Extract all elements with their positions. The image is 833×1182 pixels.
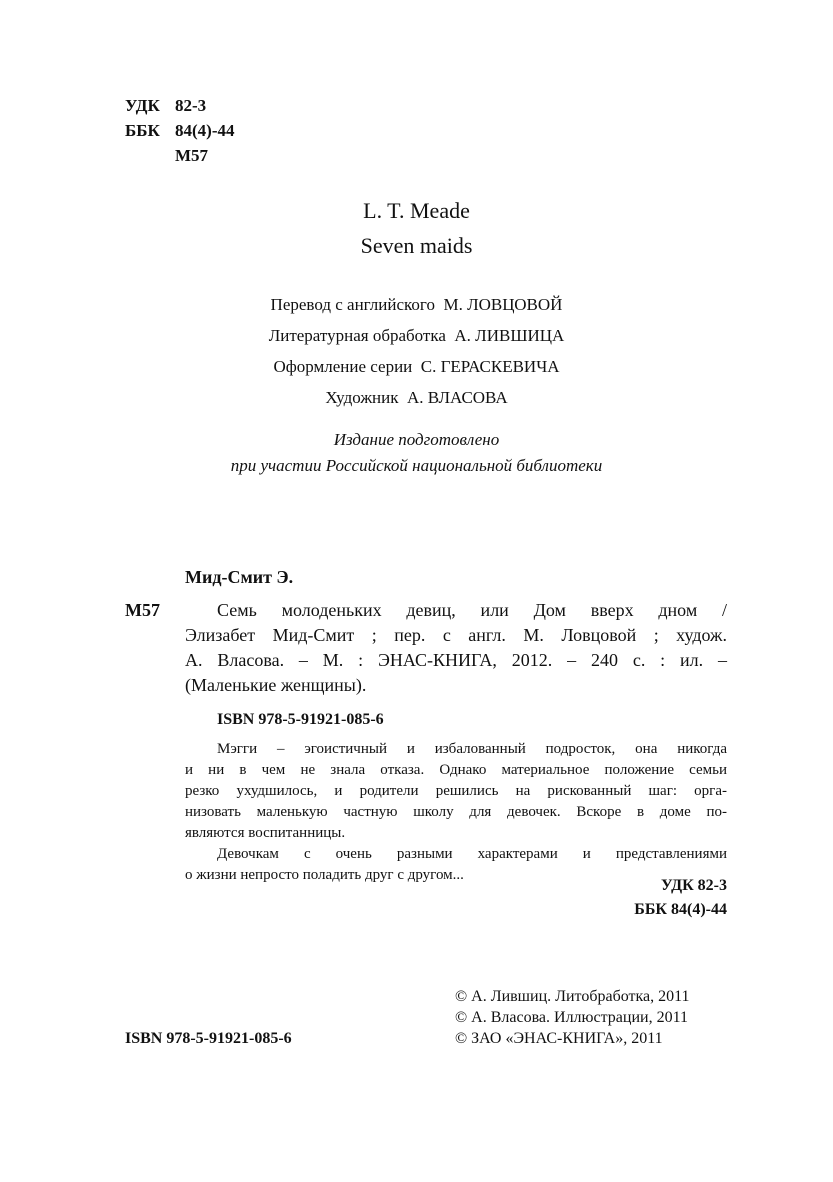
- annotation-line-3: резко ухудшилось, и родители решились на рискованный шаг: орга-: [185, 783, 727, 799]
- bbk-label: ББК: [125, 121, 160, 140]
- annotation-line-1: Мэгги – эгоистичный и избалованный подросток, она никогда: [217, 741, 727, 757]
- record-isbn: ISBN 978-5-91921-085-6: [217, 711, 384, 728]
- credit-adaptation: Литературная обработка А. ЛИВШИЦА: [268, 326, 565, 345]
- record-line-4: (Маленькие женщины).: [185, 675, 367, 695]
- udk-value: 82-3: [175, 96, 207, 115]
- bbk-value: 84(4)-44: [175, 121, 235, 140]
- edition-note-line-1: Издание подготовлено: [333, 430, 500, 449]
- annotation-line-4: низовать маленькую частную школу для девочек. Вскоре в доме по-: [185, 804, 727, 820]
- credit-illustrator: Художник А. ВЛАСОВА: [325, 388, 508, 407]
- author-sign: М57: [175, 146, 209, 165]
- annotation-line-5: являются воспитанницы.: [185, 825, 346, 841]
- credit-translation: Перевод с английского М. ЛОВЦОВОЙ: [270, 295, 563, 314]
- original-author: L. T. Meade: [363, 198, 470, 223]
- udk-code-right: УДК 82-3: [660, 877, 727, 894]
- copyright-line-2: © А. Власова. Иллюстрации, 2011: [455, 1009, 688, 1026]
- annotation-line-6: Девочкам с очень разными характерами и представлениями: [217, 846, 727, 862]
- bbk-code: [125, 121, 234, 141]
- record-sign: М57: [125, 600, 160, 620]
- record-line-1: Семь молоденьких девиц, или Дом вверх дном /: [217, 600, 727, 620]
- copyright-line-3: © ЗАО «ЭНАС-КНИГА», 2011: [455, 1030, 663, 1047]
- record-heading: Мид-Смит Э.: [185, 567, 294, 587]
- credit-series-design: Оформление серии С. ГЕРАСКЕВИЧА: [273, 357, 560, 376]
- copyright-line-1: © А. Лившиц. Литобработка, 2011: [455, 988, 690, 1005]
- bottom-isbn: ISBN 978-5-91921-085-6: [125, 1030, 292, 1047]
- original-title: Seven maids: [360, 233, 473, 258]
- annotation-line-7: о жизни непросто поладить друг с другом...: [185, 867, 464, 883]
- bbk-code-right: ББК 84(4)-44: [634, 901, 727, 918]
- udk-code: [125, 96, 206, 116]
- edition-note-line-2: при участии Российской национальной библиотеки: [230, 456, 603, 475]
- annotation-line-2: и ни в чем не знала отказа. Однако материальное положение семьи: [185, 762, 727, 778]
- udk-label: УДК: [125, 96, 160, 115]
- record-line-3: А. Власова. – М. : ЭНАС-КНИГА, 2012. – 240 с. : ил. –: [185, 650, 727, 670]
- record-line-2: Элизабет Мид-Смит ; пер. с англ. М. Ловцовой ; худож.: [185, 625, 727, 645]
